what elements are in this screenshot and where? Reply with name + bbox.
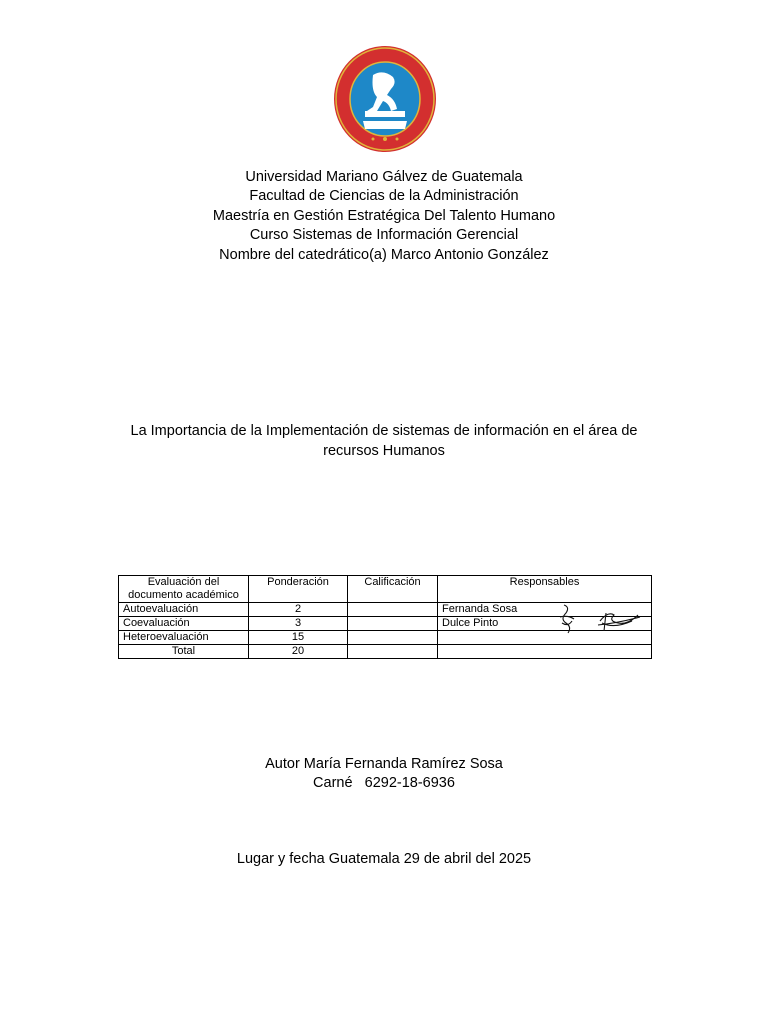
course-name: Curso Sistemas de Información Gerencial bbox=[249, 227, 519, 244]
row-grade bbox=[348, 617, 438, 631]
professor-name: Nombre del catedrático(a) Marco Antonio González bbox=[219, 246, 549, 263]
table-header-row bbox=[119, 576, 652, 603]
seal-icon bbox=[333, 45, 437, 153]
title-line-2: recursos Humanos bbox=[323, 443, 445, 459]
evaluation-table bbox=[118, 575, 652, 659]
row-evaluation: Heteroevaluación bbox=[119, 631, 249, 645]
university-name: Universidad Mariano Gálvez de Guatemala bbox=[245, 169, 523, 185]
total-label: Total bbox=[119, 645, 249, 659]
row-responsible-name: Fernanda Sosa bbox=[442, 603, 518, 615]
header-evaluation bbox=[119, 576, 249, 603]
document-header bbox=[0, 168, 768, 265]
row-weight: 2 bbox=[249, 603, 348, 617]
table-row bbox=[119, 617, 652, 631]
row-responsible bbox=[438, 631, 652, 645]
document-title bbox=[110, 421, 658, 461]
row-responsible-name: Dulce Pinto bbox=[442, 617, 499, 629]
author-block bbox=[0, 755, 768, 793]
row-weight: 3 bbox=[249, 617, 348, 631]
place-and-date: Lugar y fecha Guatemala 29 de abril del 2025 bbox=[236, 851, 532, 867]
row-weight: 15 bbox=[249, 631, 348, 645]
university-seal-logo bbox=[333, 45, 437, 153]
author-name: Autor María Fernanda Ramírez Sosa bbox=[265, 756, 503, 772]
total-grade bbox=[348, 645, 438, 659]
title-line-1: La Importancia de la Implementación de sistemas de información en el área de bbox=[130, 423, 638, 439]
row-responsible bbox=[438, 603, 652, 617]
table-row bbox=[119, 603, 652, 617]
faculty-name: Facultad de Ciencias de la Administración bbox=[249, 188, 519, 205]
table-total-row bbox=[119, 645, 652, 659]
student-id: Carné 6292-18-6936 bbox=[313, 775, 455, 791]
row-grade bbox=[348, 603, 438, 617]
row-evaluation: Autoevaluación bbox=[119, 603, 249, 617]
total-responsible bbox=[438, 645, 652, 659]
header-evaluation-line-2: documento académico bbox=[128, 589, 239, 601]
header-weight: Ponderación bbox=[249, 576, 348, 603]
program-name: Maestría en Gestión Estratégica Del Talento Humano bbox=[212, 207, 556, 224]
header-grade: Calificación bbox=[348, 576, 438, 603]
header-evaluation-line-1: Evaluación del bbox=[147, 576, 220, 588]
total-weight: 20 bbox=[249, 645, 348, 659]
table-row bbox=[119, 631, 652, 645]
row-grade bbox=[348, 631, 438, 645]
row-evaluation: Coevaluación bbox=[119, 617, 249, 631]
row-responsible bbox=[438, 617, 652, 631]
header-responsible: Responsables bbox=[438, 576, 652, 603]
